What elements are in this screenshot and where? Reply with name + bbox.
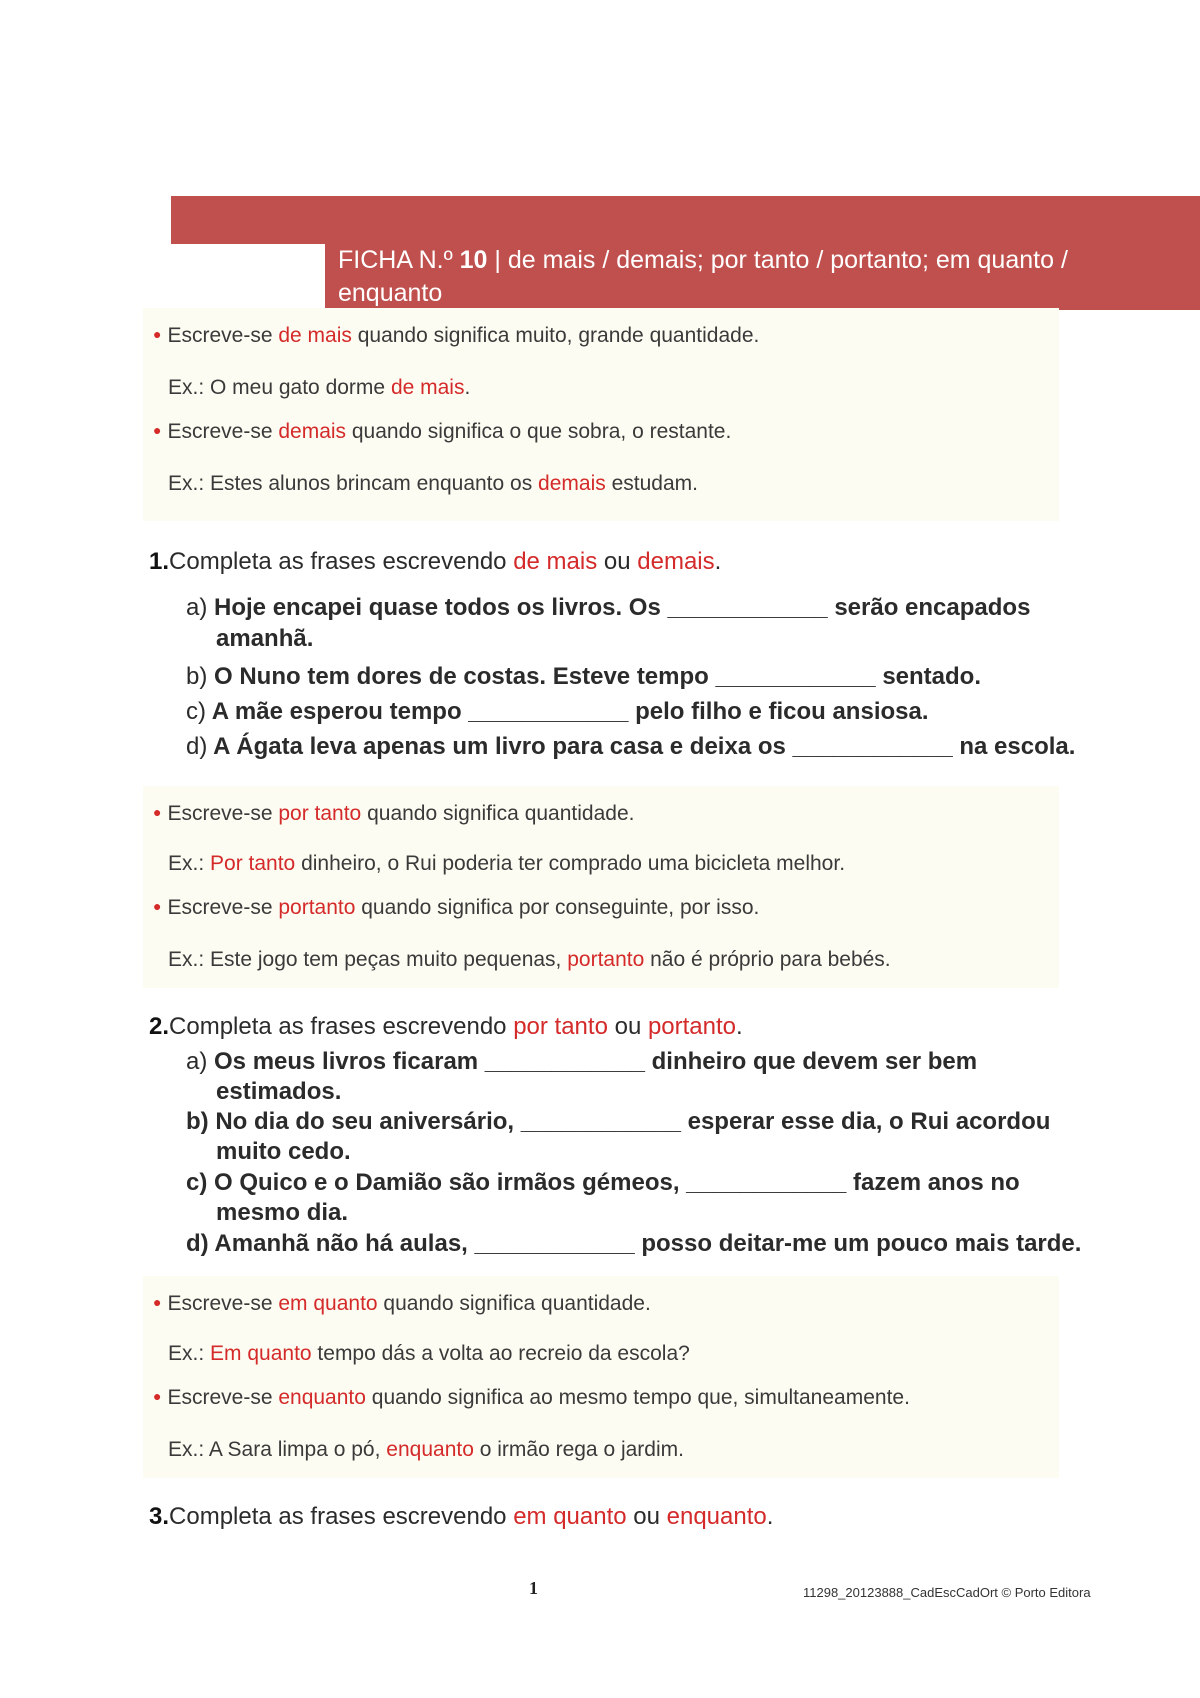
bullet-icon: ● (153, 1388, 162, 1404)
example-de-mais: Ex.: O meu gato dorme de mais. (168, 376, 471, 399)
rule-demais: ● Escreve-se demais quando significa o que sobra, o restante. (153, 420, 732, 443)
rule-box-enquanto (143, 1276, 1059, 1478)
rule-por-tanto: ● Escreve-se por tanto quando significa quantidade. (153, 802, 635, 825)
exercise-2-item-d[interactable]: d) Amanhã não há aulas, ____________ posso deitar-me um pouco mais tarde. (186, 1230, 1082, 1257)
title-prefix: FICHA N.º (338, 246, 453, 274)
title-number: 10 (459, 246, 488, 274)
exercise-1-item-c[interactable]: c) A mãe esperou tempo ____________ pelo filho e ficou ansiosa. (186, 698, 929, 725)
exercise-3-title: 3.Completa as frases escrevendo em quanto ou enquanto. (149, 1503, 774, 1530)
example-em-quanto: Ex.: Em quanto tempo dás a volta ao recreio da escola? (168, 1342, 690, 1365)
rule-enquanto: ● Escreve-se enquanto quando significa ao mesmo tempo que, simultaneamente. (153, 1386, 910, 1409)
rule-box-demais (143, 308, 1059, 521)
bullet-icon: ● (153, 326, 162, 342)
title-topics: | de mais / demais; por tanto / portanto; em quanto / (487, 246, 1068, 274)
footer-copyright: 11298_20123888_CadEscCadOrt © Porto Editora (803, 1585, 1091, 1600)
exercise-2-item-b[interactable]: b) No dia do seu aniversário, ____________ esperar esse dia, o Rui acordou muito cedo. (186, 1108, 1051, 1165)
rule-portanto: ● Escreve-se portanto quando significa por conseguinte, por isso. (153, 896, 760, 919)
rule-em-quanto: ● Escreve-se em quanto quando significa quantidade. (153, 1292, 651, 1315)
example-portanto: Ex.: Este jogo tem peças muito pequenas, portanto não é próprio para bebés. (168, 948, 891, 971)
exercise-2-item-c[interactable]: c) O Quico e o Damião são irmãos gémeos, ____________ fazem anos no mesmo dia. (186, 1169, 1020, 1226)
header-notch (171, 244, 325, 310)
bullet-icon: ● (153, 422, 162, 438)
rule-box-portanto (143, 786, 1059, 988)
worksheet-title (338, 244, 1178, 310)
bullet-icon: ● (153, 804, 162, 820)
page-number: 1 (529, 1578, 538, 1598)
example-enquanto: Ex.: A Sara limpa o pó, enquanto o irmão rega o jardim. (168, 1438, 684, 1461)
exercise-1-item-a[interactable]: a) Hoje encapei quase todos os livros. Os ____________ serão encapados amanhã. (186, 594, 1031, 652)
exercise-1-item-b[interactable]: b) O Nuno tem dores de costas. Esteve tempo ____________ sentado. (186, 663, 982, 690)
bullet-icon: ● (153, 1294, 162, 1310)
title-topics-continued: enquanto (338, 279, 443, 307)
exercise-1-item-d[interactable]: d) A Ágata leva apenas um livro para casa e deixa os ____________ na escola. (186, 733, 1076, 760)
bullet-icon: ● (153, 898, 162, 914)
exercise-2-item-a[interactable]: a) Os meus livros ficaram ____________ dinheiro que devem ser bem estimados. (186, 1048, 978, 1105)
exercise-1-title: 1.Completa as frases escrevendo de mais ou demais. (149, 548, 722, 575)
exercise-2-title: 2.Completa as frases escrevendo por tanto ou portanto. (149, 1013, 743, 1040)
example-por-tanto: Ex.: Por tanto dinheiro, o Rui poderia ter comprado uma bicicleta melhor. (168, 852, 846, 875)
example-demais: Ex.: Estes alunos brincam enquanto os demais estudam. (168, 472, 698, 495)
rule-de-mais: ● Escreve-se de mais quando significa muito, grande quantidade. (153, 324, 760, 347)
